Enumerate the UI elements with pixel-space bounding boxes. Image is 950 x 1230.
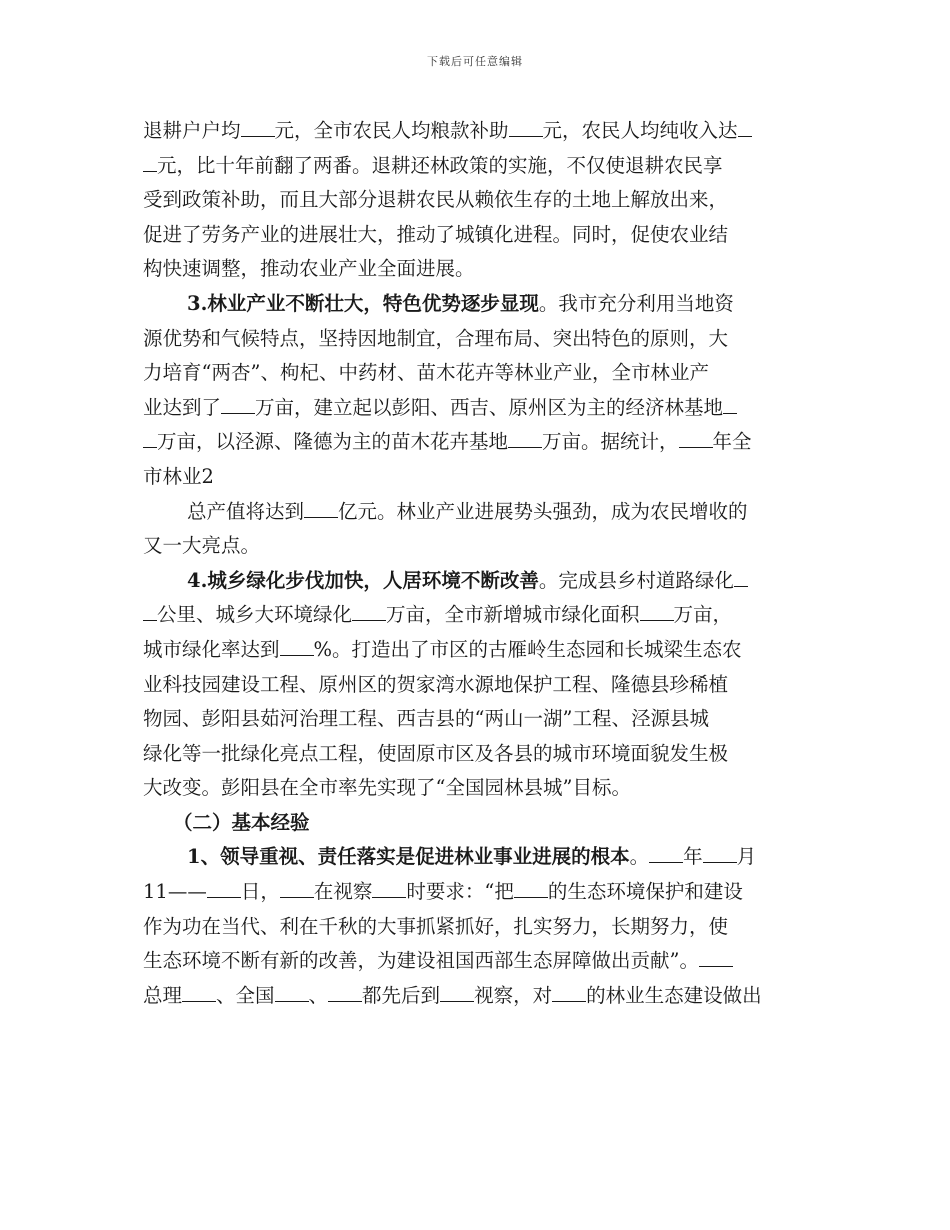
body-text: 生态环境不断有新的改善，为建设祖国西部生态屏障做出贡献”。 — [143, 949, 699, 973]
text-line — [143, 806, 811, 841]
fill-in-blank — [649, 843, 683, 863]
fill-in-blank — [143, 152, 157, 172]
text-line — [143, 598, 811, 633]
text-line — [143, 840, 811, 875]
text-line — [143, 633, 811, 668]
body-text: 作为功在当代、利在千秋的大事抓紧抓好，扎实努力，长期努力，使 — [143, 914, 729, 938]
bold-heading-text: 3.林业产业不断壮大，特色优势逐步显现 — [187, 291, 539, 315]
body-text: 的林业生态建设做出 — [586, 983, 762, 1007]
text-line — [143, 529, 811, 564]
body-text: 受到政策补助，而且大部分退耕农民从赖依生存的土地上解放出来， — [143, 188, 729, 212]
body-text: 绿化等一批绿化亮点工程，使固原市区及各县的城市环境面貌发生极 — [143, 741, 729, 765]
document-body — [143, 114, 811, 1013]
bold-heading-text: （二）基本经验 — [173, 810, 310, 834]
fill-in-blank — [699, 947, 733, 967]
body-text: 物园、彭阳县茹河治理工程、西吉县的“两山一湖”工程、泾源县城 — [143, 707, 709, 731]
text-line — [143, 356, 811, 391]
body-text: 构快速调整，推动农业产业全面进展。 — [143, 257, 475, 281]
text-line — [143, 114, 811, 149]
body-text: 总理 — [143, 983, 183, 1007]
body-text: 月 — [736, 845, 757, 869]
fill-in-blank — [221, 394, 255, 414]
fill-in-blank — [207, 878, 241, 898]
body-text: 年 — [683, 845, 703, 869]
body-text: 大改变。彭阳县在全市率先实现了“全国园林县城”目标。 — [143, 776, 631, 800]
body-text: 都先后到 — [362, 983, 441, 1007]
body-text: 。 — [629, 845, 650, 869]
text-line — [143, 149, 811, 184]
text-line — [143, 183, 811, 218]
body-text: 又一大亮点。 — [143, 534, 261, 558]
fill-in-blank — [182, 982, 216, 1002]
body-text: 力培育“两杏”、枸杞、中药材、苗木花卉等林业产业，全市林业产 — [143, 361, 709, 385]
text-line — [143, 564, 811, 599]
body-text: 业达到了 — [143, 395, 222, 419]
fill-in-blank — [352, 601, 386, 621]
text-line — [143, 252, 811, 287]
body-text: 元，农民人均纯收入达 — [542, 119, 738, 142]
text-line — [143, 702, 811, 737]
text-line — [143, 287, 811, 322]
body-text: 11—— — [143, 880, 207, 904]
fill-in-blank — [738, 117, 752, 137]
body-text: 公里、城乡大环境绿化 — [157, 603, 353, 627]
body-text: 亿元。林业产业进展势头强劲，成为农民增收的 — [338, 499, 748, 523]
bold-heading-text: 4.城乡绿化步伐加快，人居环境不断改善 — [187, 568, 539, 592]
body-text: 市林业2 — [143, 464, 214, 488]
fill-in-blank — [372, 878, 406, 898]
text-line — [143, 910, 811, 945]
body-text: 、 — [308, 983, 329, 1007]
text-line — [143, 391, 811, 426]
text-line — [143, 771, 811, 806]
fill-in-blank — [143, 601, 157, 621]
fill-in-blank — [280, 636, 314, 656]
fill-in-blank — [275, 982, 309, 1002]
body-text: 城市绿化率达到 — [143, 637, 280, 661]
text-line — [143, 668, 811, 703]
body-text: %。打造出了市区的古雁岭生态园和长城梁生态农 — [313, 637, 742, 661]
fill-in-blank — [734, 567, 748, 587]
fill-in-blank — [723, 394, 737, 414]
body-text: 业科技园建设工程、原州区的贺家湾水源地保护工程、隆德县珍稀植 — [143, 672, 729, 696]
text-line — [143, 218, 811, 253]
body-text: 万亩，建立起以彭阳、西吉、原州区为主的经济林基地 — [255, 395, 724, 419]
body-text: 在视察 — [313, 880, 373, 904]
text-line — [143, 875, 811, 910]
body-text: 源优势和气候特点，坚持因地制宜，合理布局、突出特色的原则，大 — [143, 326, 729, 350]
body-text: 退耕户户均 — [143, 119, 241, 142]
body-text: 万亩。据统计， — [542, 430, 679, 454]
page-header — [0, 53, 950, 69]
fill-in-blank — [514, 878, 548, 898]
text-line — [143, 425, 811, 460]
body-text: 元，比十年前翻了两番。退耕还林政策的实施，不仅使退耕农民享 — [157, 153, 723, 177]
body-text: 元，全市农民人均粮款补助 — [274, 119, 509, 142]
body-text: 万亩， — [673, 603, 733, 627]
fill-in-blank — [703, 843, 737, 863]
body-text: 、全国 — [216, 983, 275, 1007]
body-text: 日， — [240, 880, 280, 904]
body-text: 时要求：“把 — [406, 880, 514, 904]
fill-in-blank — [328, 982, 362, 1002]
body-text: 万亩，全市新增城市绿化面积 — [386, 603, 640, 627]
fill-in-blank — [143, 428, 157, 448]
body-text: 的生态环境保护和建设 — [547, 880, 743, 904]
body-text: 。我市充分利用当地资 — [538, 291, 734, 315]
fill-in-blank — [640, 601, 674, 621]
fill-in-blank — [440, 982, 474, 1002]
text-line — [143, 322, 811, 357]
header-text: 下载后可任意编辑 — [427, 55, 523, 68]
body-text: 。完成县乡村道路绿化 — [538, 568, 734, 592]
body-text: 促进了劳务产业的进展壮大，推动了城镇化进程。同时，促使农业结 — [143, 222, 729, 246]
body-text: 总产值将达到 — [187, 499, 305, 523]
fill-in-blank — [509, 117, 543, 137]
text-line — [143, 495, 811, 530]
fill-in-blank — [241, 117, 275, 137]
text-line — [143, 460, 811, 495]
bold-heading-text: 1、领导重视、责任落实是促进林业事业进展的根本 — [187, 845, 630, 869]
text-line — [143, 944, 811, 979]
text-line — [143, 979, 811, 1014]
body-text: 万亩，以泾源、隆德为主的苗木花卉基地 — [157, 430, 509, 454]
fill-in-blank — [508, 428, 542, 448]
fill-in-blank — [679, 428, 713, 448]
body-text: 年全 — [712, 430, 752, 454]
text-line — [143, 737, 811, 772]
fill-in-blank — [304, 498, 338, 518]
fill-in-blank — [552, 982, 586, 1002]
fill-in-blank — [280, 878, 314, 898]
body-text: 视察，对 — [474, 983, 553, 1007]
